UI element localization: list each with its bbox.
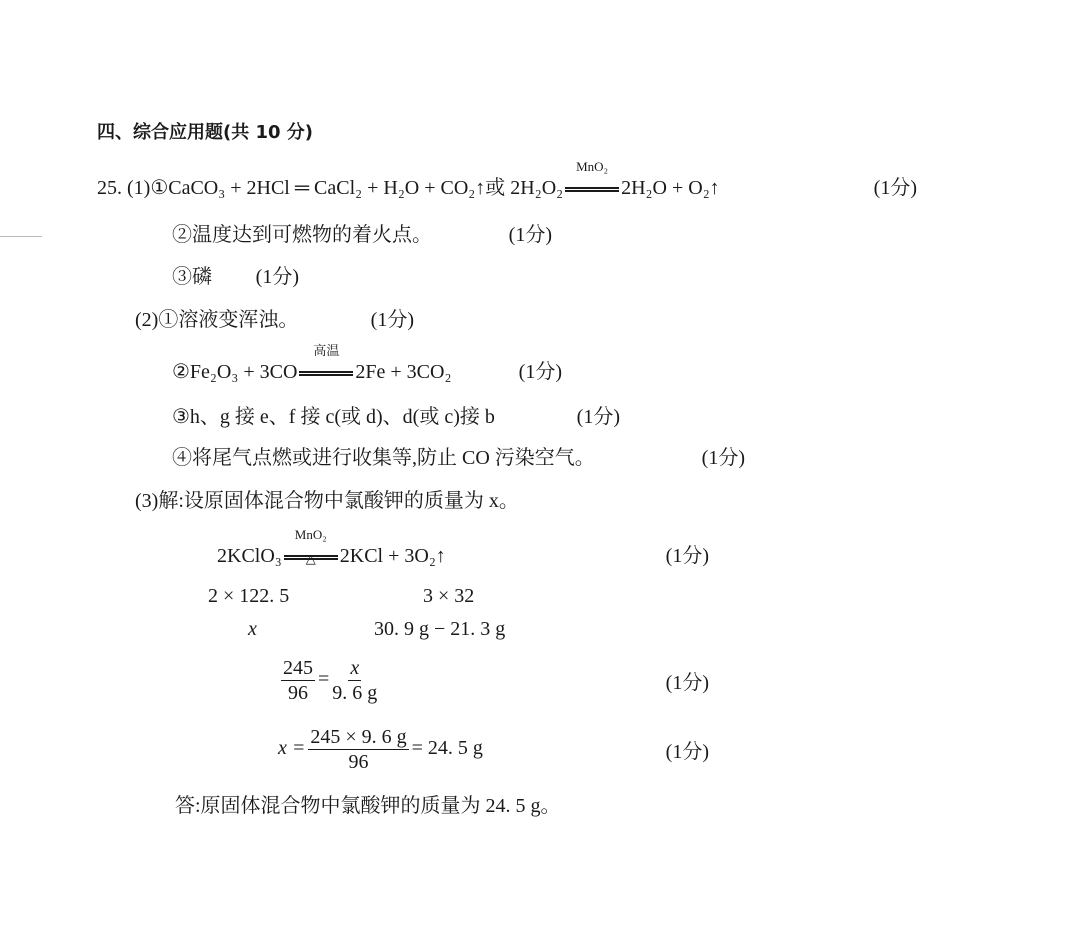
score: (1分) xyxy=(665,545,709,567)
answer-25-1-1-row xyxy=(97,159,917,200)
answer-25-2-2-row xyxy=(172,343,562,384)
heat-symbol: △ xyxy=(305,551,316,566)
score: (1分) xyxy=(665,672,709,694)
numerator: x xyxy=(350,657,360,679)
answer-25-2-4-row xyxy=(172,446,745,470)
reaction-condition: MnO₂ xyxy=(576,159,609,174)
variable-x: x = xyxy=(278,737,306,760)
chemical-equation xyxy=(217,527,446,568)
answer-25-2-3: ③h、g 接 e、f 接 c(或 d)、d(或 c)接 b xyxy=(172,406,495,428)
answer-25-1-3-row xyxy=(172,265,299,289)
proportion xyxy=(278,656,380,705)
score: (1分) xyxy=(576,406,620,428)
answer-25-1-2: ②温度达到可燃物的着火点。 xyxy=(172,224,432,246)
oxygen-mass: 30. 9 g − 21. 3 g xyxy=(374,618,506,640)
chemical-equation-row xyxy=(217,527,709,568)
equation-right: 2H₂O + O₂↑ xyxy=(621,177,720,199)
reaction-condition: 高温 xyxy=(313,343,340,358)
equation-right: 2Fe + 3CO₂ xyxy=(355,361,452,383)
reaction-arrow xyxy=(565,159,619,200)
score: (1分) xyxy=(701,447,745,469)
variable-x: x xyxy=(248,618,257,640)
equation-left: 2KClO₃ xyxy=(217,545,282,567)
numerator: 245 × 9. 6 g xyxy=(310,726,407,748)
reaction-condition: MnO₂ xyxy=(294,527,327,542)
denominator: 9. 6 g xyxy=(332,682,378,704)
answer-25-1-2-row xyxy=(172,223,552,247)
score: (1分) xyxy=(873,177,917,199)
score: (1分) xyxy=(255,266,299,288)
reaction-arrow xyxy=(284,527,338,568)
answer-25-2-2 xyxy=(172,343,452,384)
answer-25-2-3-row xyxy=(172,405,620,429)
section-title: 四、综合应用题(共 10 分) xyxy=(97,122,314,143)
answer-25-2-4: ④将尾气点燃或进行收集等,防止 CO 污染空气。 xyxy=(172,447,595,469)
score: (1分) xyxy=(508,224,552,246)
solution-row xyxy=(278,725,709,774)
answer-25-1-1 xyxy=(97,159,720,200)
answer-25-2-1: (2)①溶液变浑浊。 xyxy=(135,309,299,331)
answer-25-1-3: ③磷 xyxy=(172,266,212,288)
final-answer: 答:原固体混合物中氯酸钾的质量为 24. 5 g。 xyxy=(175,795,561,817)
equation-left: 25. (1)①CaCO₃ + 2HCl ═ CaCl₂ + H₂O + CO₂↑或 2H₂O₂ xyxy=(97,177,564,199)
score: (1分) xyxy=(370,309,414,331)
scan-edge-mark xyxy=(0,236,42,237)
answer-25-2-1-row xyxy=(135,308,414,332)
equals: = xyxy=(318,668,330,691)
molar-mass-right: 3 × 32 xyxy=(423,585,475,607)
molar-mass-left: 2 × 122. 5 xyxy=(208,585,290,607)
solution xyxy=(278,725,483,774)
result: = 24. 5 g xyxy=(411,737,483,760)
denominator: 96 xyxy=(288,682,308,704)
equation-right: 2KCl + 3O₂↑ xyxy=(339,545,446,567)
answer-25-3-intro: (3)解:设原固体混合物中氯酸钾的质量为 x。 xyxy=(135,490,519,512)
score: (1分) xyxy=(518,361,562,383)
reaction-arrow xyxy=(299,343,353,384)
equation-left: ②Fe₂O₃ + 3CO xyxy=(172,361,298,383)
denominator: 96 xyxy=(348,751,369,773)
score: (1分) xyxy=(665,741,709,763)
numerator: 245 xyxy=(283,657,313,679)
proportion-row xyxy=(278,656,709,705)
